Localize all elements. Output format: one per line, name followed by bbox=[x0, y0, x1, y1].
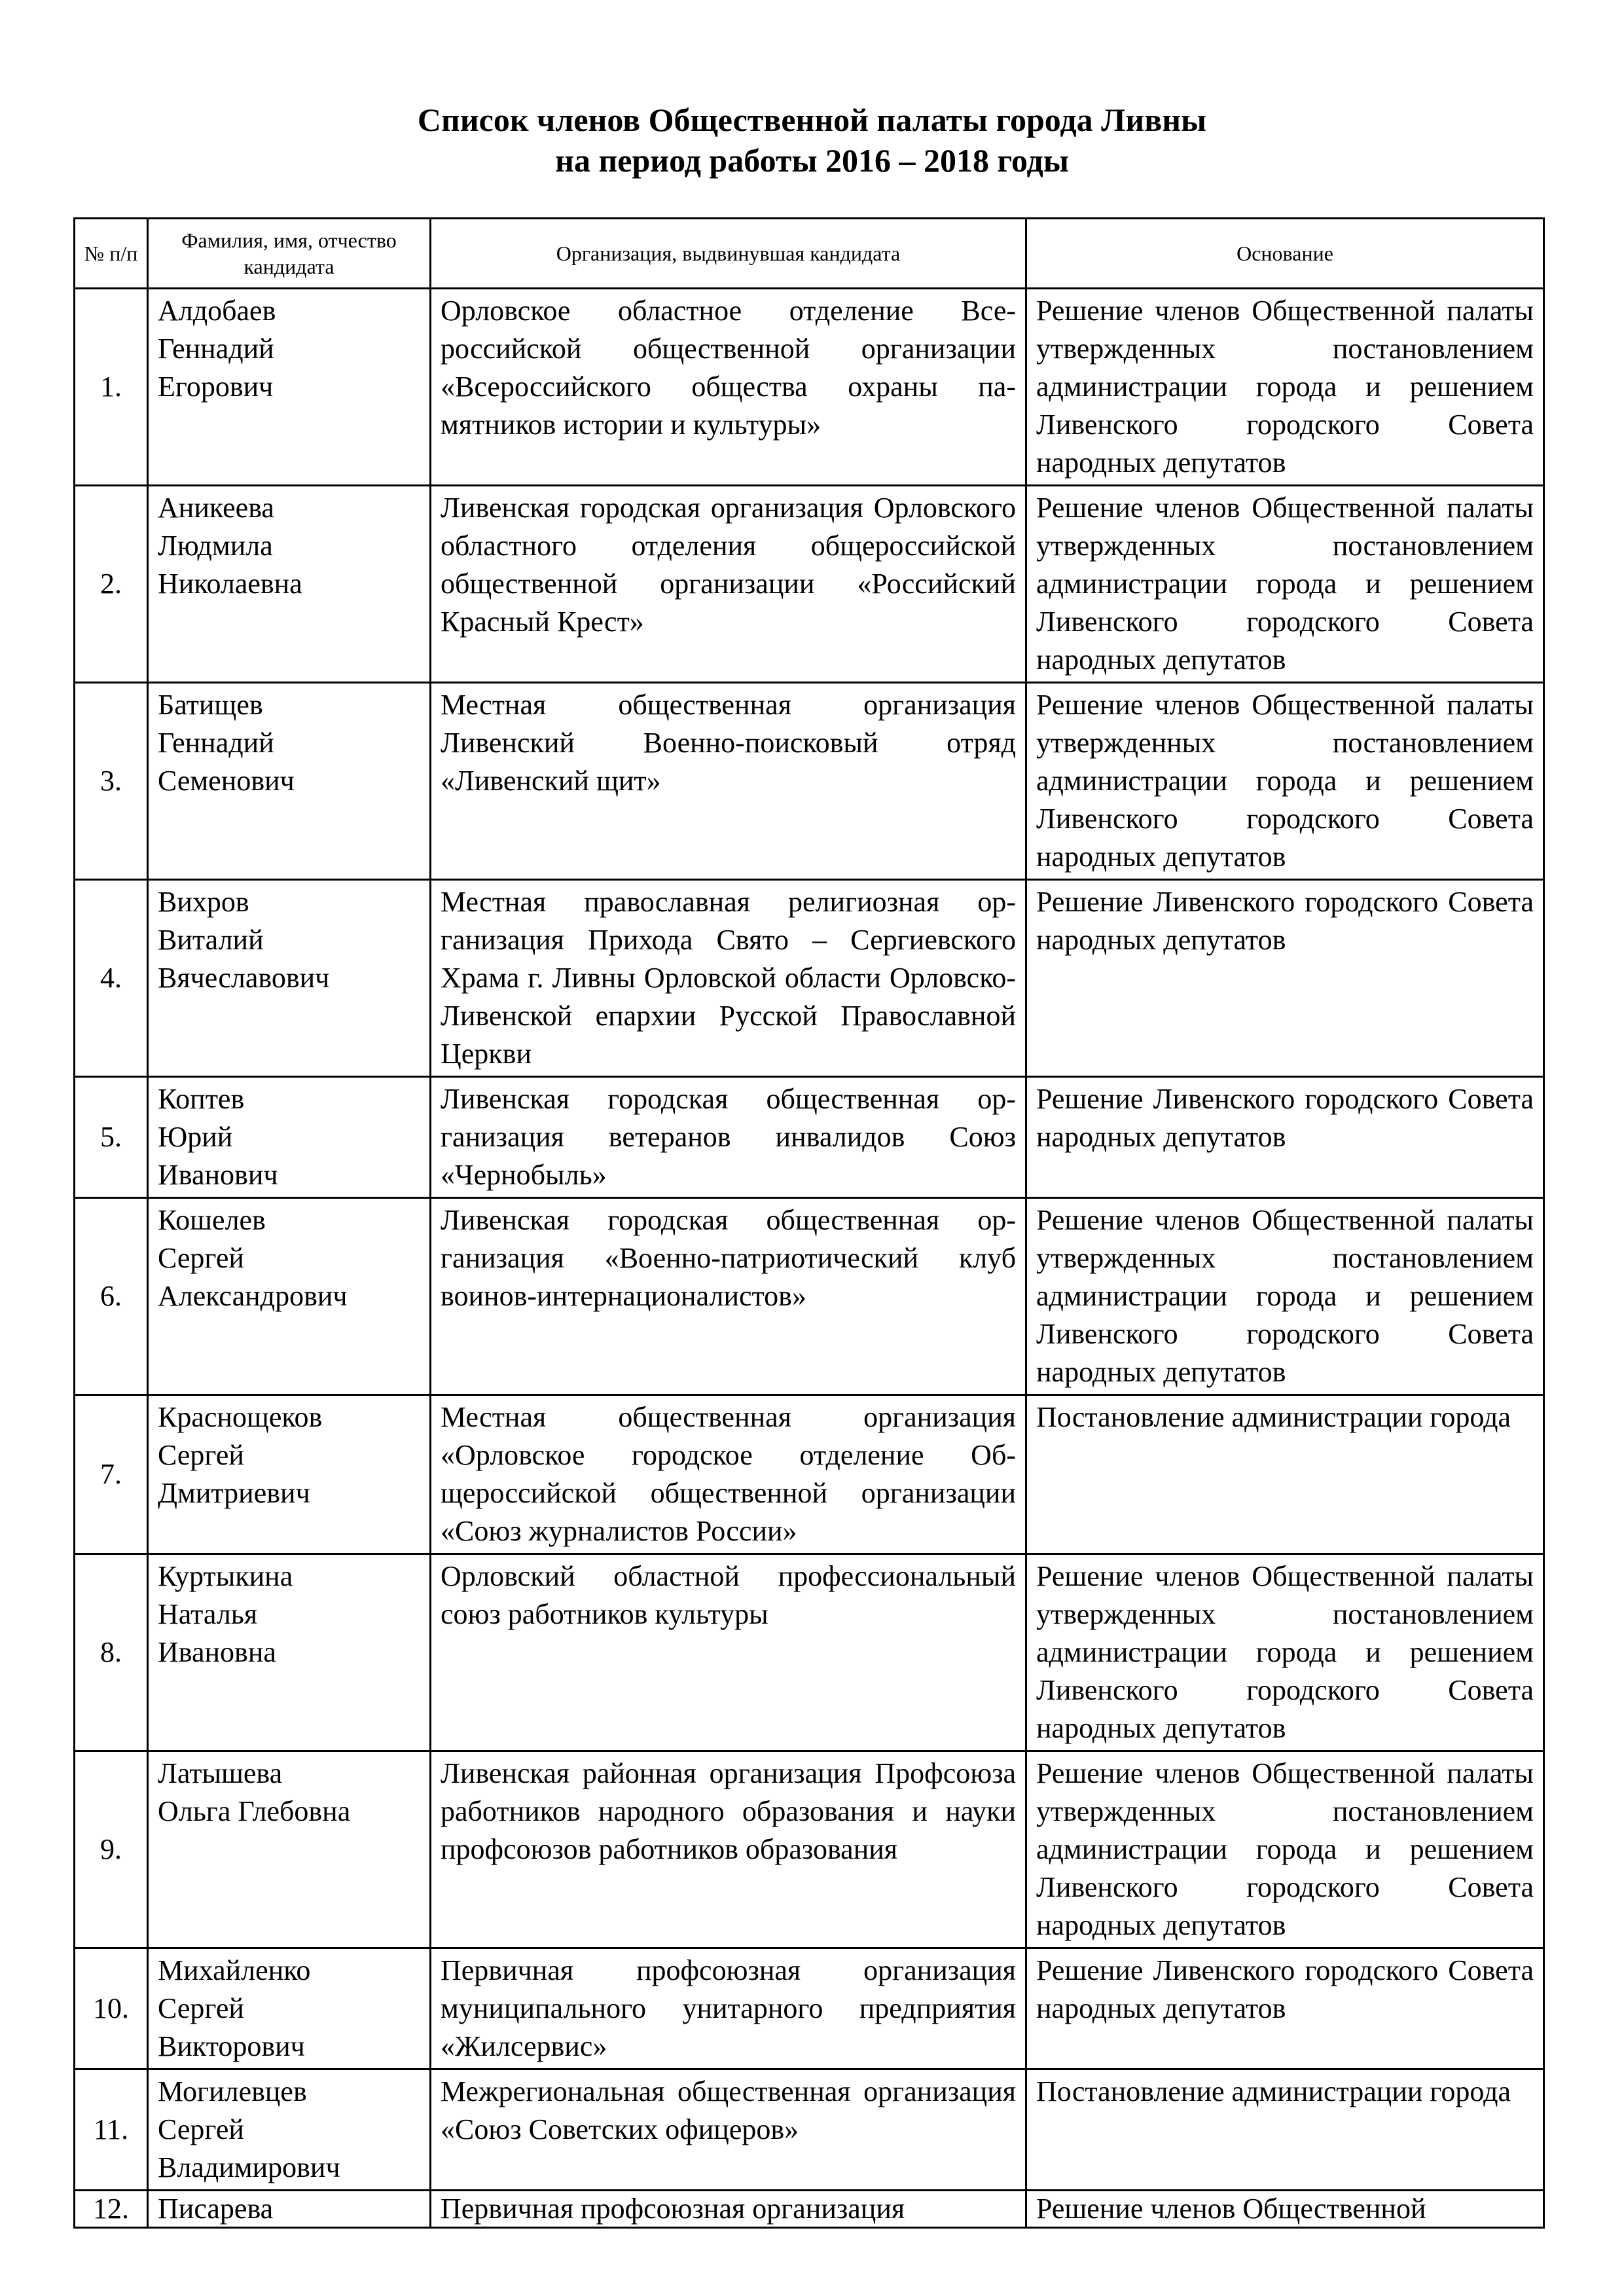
table-row bbox=[75, 2069, 1544, 2191]
nominating-organization: Ливенская районная организация Профсоюза работников народного образования и науки профсоюзов работников образования bbox=[431, 1751, 1026, 1948]
candidate-name-part: Коптев bbox=[158, 1083, 245, 1115]
table-row bbox=[75, 1395, 1544, 1554]
candidate-name-part: Могилевцев bbox=[158, 2075, 307, 2107]
basis: Решение Ливенского городского Совета народных депутатов bbox=[1026, 1948, 1544, 2069]
nominating-organization: Орловское областное отделение Всероссийской общественной организации «Всероссийского общества охраны памятников истории и культуры» bbox=[431, 289, 1026, 486]
basis: Решение членов Общественной палаты утвержденных постановлением администрации города и решением Ливенского городского Совета народных депутатов bbox=[1026, 1198, 1544, 1395]
candidate-name-part: Латышева bbox=[158, 1757, 283, 1789]
candidate-name-part: Куртыкина bbox=[158, 1560, 293, 1592]
row-number: 7. bbox=[75, 1395, 148, 1554]
nominating-organization: Местная общественная организация Ливенский Военно-поисковый отряд «Ливенский щит» bbox=[431, 683, 1026, 880]
candidate-name-part: Геннадий bbox=[158, 333, 274, 365]
candidate-name bbox=[148, 1554, 431, 1751]
candidate-name-part: Вихров bbox=[158, 886, 249, 918]
candidate-name-part: Наталья bbox=[158, 1598, 258, 1630]
candidate-name bbox=[148, 1395, 431, 1554]
nominating-organization: Ливенская городская общественная организация «Военно-патриотический клуб воинов-интернационалистов» bbox=[431, 1198, 1026, 1395]
nominating-organization: Первичная профсоюзная организация bbox=[431, 2191, 1026, 2228]
candidate-name-part: Сергей bbox=[158, 1242, 244, 1274]
row-number: 3. bbox=[75, 683, 148, 880]
header-number: № п/п bbox=[75, 219, 148, 289]
candidate-name-part: Семенович bbox=[158, 765, 295, 797]
title-line-1: Список членов Общественной палаты города Ливны bbox=[417, 101, 1207, 138]
candidate-name bbox=[148, 2069, 431, 2191]
row-number: 9. bbox=[75, 1751, 148, 1948]
basis: Решение членов Общественной палаты утвержденных постановлением администрации города и решением Ливенского городского Совета народных депутатов bbox=[1026, 1554, 1544, 1751]
candidate-name-part: Сергей bbox=[158, 1992, 244, 2024]
candidate-name bbox=[148, 1077, 431, 1198]
row-number: 4. bbox=[75, 880, 148, 1077]
candidate-name bbox=[148, 2191, 431, 2228]
row-number: 10. bbox=[75, 1948, 148, 2069]
nominating-organization: Межрегиональная общественная организация «Союз Советских офицеров» bbox=[431, 2069, 1026, 2191]
nominating-organization: Ливенская городская общественная организация ветеранов инвалидов Союз «Чернобыль» bbox=[431, 1077, 1026, 1198]
basis: Решение Ливенского городского Совета народных депутатов bbox=[1026, 880, 1544, 1077]
candidate-name-part: Дмитриевич bbox=[158, 1477, 310, 1509]
table-header-row bbox=[75, 219, 1544, 289]
basis: Решение членов Общественной bbox=[1026, 2191, 1544, 2228]
candidate-name-part: Юрий bbox=[158, 1121, 233, 1153]
candidate-name-part: Алдобаев bbox=[158, 295, 276, 327]
header-organization: Организация, выдвинувшая кандидата bbox=[431, 219, 1026, 289]
basis: Решение членов Общественной палаты утвержденных постановлением администрации города и решением Ливенского городского Совета народных депутатов bbox=[1026, 486, 1544, 683]
candidate-name-part: Михайленко bbox=[158, 1954, 311, 1986]
table-row bbox=[75, 289, 1544, 486]
table-row bbox=[75, 880, 1544, 1077]
row-number: 11. bbox=[75, 2069, 148, 2191]
basis: Решение Ливенского городского Совета народных депутатов bbox=[1026, 1077, 1544, 1198]
row-number: 5. bbox=[75, 1077, 148, 1198]
candidate-name-part: Сергей bbox=[158, 1439, 244, 1471]
nominating-organization: Местная общественная организация «Орловское городское отделение Общероссийской общественной организации «Союз журналистов России» bbox=[431, 1395, 1026, 1554]
candidate-name-part: Сергей bbox=[158, 2113, 244, 2145]
candidate-name-part: Ольга Глебовна bbox=[158, 1795, 351, 1827]
page-title bbox=[0, 100, 1624, 181]
basis: Решение членов Общественной палаты утвержденных постановлением администрации города и решением Ливенского городского Совета народных депутатов bbox=[1026, 289, 1544, 486]
candidate-name bbox=[148, 1948, 431, 2069]
candidate-name-part: Писарева bbox=[158, 2193, 274, 2225]
candidate-name bbox=[148, 1751, 431, 1948]
candidate-name-part: Виталий bbox=[158, 924, 264, 956]
row-number: 1. bbox=[75, 289, 148, 486]
table-row bbox=[75, 1751, 1544, 1948]
candidate-name-part: Вячеславович bbox=[158, 962, 330, 994]
nominating-organization: Первичная профсоюзная организация муниципального унитарного предприятия «Жилсервис» bbox=[431, 1948, 1026, 2069]
basis: Решение членов Общественной палаты утвержденных постановлением администрации города и решением Ливенского городского Совета народных депутатов bbox=[1026, 1751, 1544, 1948]
candidate-name bbox=[148, 486, 431, 683]
nominating-organization: Орловский областной профессиональный союз работников культуры bbox=[431, 1554, 1026, 1751]
header-basis: Основание bbox=[1026, 219, 1544, 289]
row-number: 2. bbox=[75, 486, 148, 683]
nominating-organization: Местная православная религиозная организация Прихода Свято – Сергиевского Храма г. Ливны Орловской области Орловско-Ливенской епархии Русской Православной Церкви bbox=[431, 880, 1026, 1077]
table-row bbox=[75, 683, 1544, 880]
basis: Постановление администрации города bbox=[1026, 1395, 1544, 1554]
candidate-name-part: Викторович bbox=[158, 2030, 305, 2062]
candidate-name-part: Егорович bbox=[158, 371, 274, 403]
candidate-name-part: Геннадий bbox=[158, 727, 274, 759]
candidate-name-part: Иванович bbox=[158, 1159, 278, 1191]
candidate-name-part: Людмила bbox=[158, 530, 273, 562]
table-row bbox=[75, 1554, 1544, 1751]
candidate-name bbox=[148, 683, 431, 880]
candidate-name bbox=[148, 289, 431, 486]
title-line-2: на период работы 2016 – 2018 годы bbox=[555, 142, 1069, 179]
basis: Постановление администрации города bbox=[1026, 2069, 1544, 2191]
candidate-name-part: Николаевна bbox=[158, 568, 302, 600]
candidate-name-part: Аникеева bbox=[158, 492, 274, 524]
candidate-name-part: Краснощеков bbox=[158, 1401, 323, 1433]
table-row bbox=[75, 1948, 1544, 2069]
table-row bbox=[75, 486, 1544, 683]
candidate-name-part: Александрович bbox=[158, 1280, 348, 1312]
candidate-name bbox=[148, 880, 431, 1077]
table-row bbox=[75, 2191, 1544, 2228]
nominating-organization: Ливенская городская организация Орловского областного отделения общероссийской общественной организации «Российский Красный Крест» bbox=[431, 486, 1026, 683]
row-number: 6. bbox=[75, 1198, 148, 1395]
header-name: Фамилия, имя, отчество кандидата bbox=[148, 219, 431, 289]
members-table bbox=[73, 217, 1545, 2229]
candidate-name-part: Владимирович bbox=[158, 2151, 340, 2183]
candidate-name bbox=[148, 1198, 431, 1395]
table-row bbox=[75, 1198, 1544, 1395]
candidate-name-part: Ивановна bbox=[158, 1636, 276, 1668]
row-number: 8. bbox=[75, 1554, 148, 1751]
row-number: 12. bbox=[75, 2191, 148, 2228]
basis: Решение членов Общественной палаты утвержденных постановлением администрации города и решением Ливенского городского Совета народных депутатов bbox=[1026, 683, 1544, 880]
candidate-name-part: Кошелев bbox=[158, 1204, 266, 1236]
table-row bbox=[75, 1077, 1544, 1198]
candidate-name-part: Батищев bbox=[158, 689, 263, 721]
